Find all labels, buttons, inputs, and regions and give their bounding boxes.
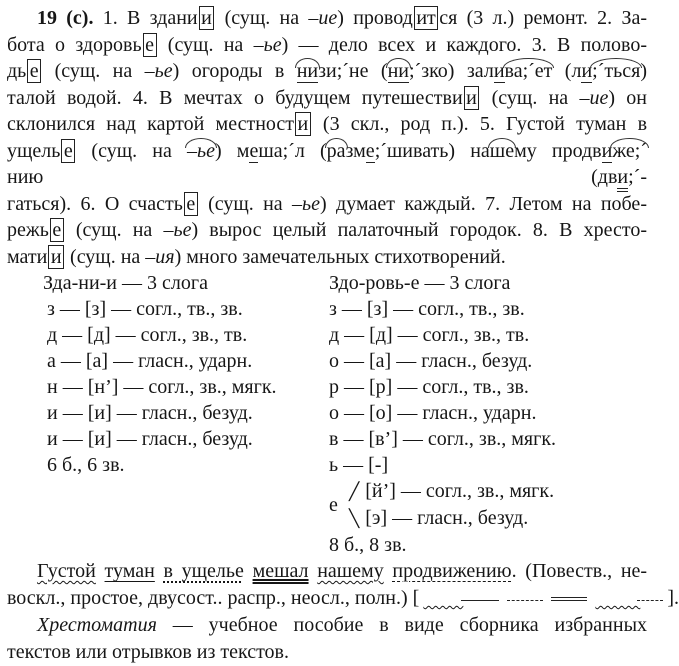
text-run: –ье: [144, 60, 173, 82]
exercise-line-8: [7, 191, 647, 218]
scheme-object-dash-segment: [637, 589, 663, 601]
phonetic-row: и — [и] — гласн., безуд.: [47, 428, 253, 450]
text-run: е: [365, 139, 375, 162]
text-run: –ия: [145, 245, 175, 268]
text-run: [155, 560, 164, 582]
text-run: –ье: [186, 139, 215, 162]
text-run: –ье: [163, 219, 192, 241]
line-7-right-fragment: [591, 164, 647, 191]
boxed-ending: и: [199, 6, 215, 30]
text-run: ) м: [214, 139, 250, 162]
definition-line-1: [7, 612, 647, 639]
text-run: (сущ. на: [65, 245, 146, 268]
phonetic-left-column: [7, 270, 329, 558]
scheme-attribute-wavy-segment: [423, 585, 453, 599]
boxed-ending: е: [143, 33, 157, 57]
phonetic-row: в — [в’] — согл., зв., мягк.: [329, 428, 557, 450]
line-7-left-fragment: [7, 164, 43, 191]
text-run: ра: [326, 139, 346, 162]
boxed-ending: и: [295, 112, 311, 136]
phonetic-row: ь — [-]: [329, 454, 389, 476]
text-run: –ие: [579, 86, 609, 109]
text-run: ша;´л (: [258, 139, 327, 162]
phonetic-analysis-section: [7, 270, 647, 558]
text-run: ): [640, 60, 647, 82]
phonetic-row: р — [р] — согл., тв., зв.: [329, 376, 529, 398]
phonetic-row: а — [а] — гласн., ударн.: [47, 350, 253, 372]
text-run: продвижению: [392, 560, 512, 582]
text-run: (3 скл., род п.). 5. Густой туман в: [311, 113, 648, 135]
text-run: ) вырос целый палаточный городок. 8. В хресто-: [191, 219, 647, 241]
text-run: . (Повеств., не-: [511, 560, 648, 582]
scheme-predicate-double-segment: [551, 586, 587, 601]
text-run: и: [617, 166, 628, 192]
text-run: [309, 560, 318, 582]
text-run: ;´зко) зал: [408, 60, 494, 82]
text-run: ;´шивать) на: [374, 139, 490, 162]
boxed-ending: е: [184, 192, 198, 216]
text-run: Хрестоматия: [37, 614, 157, 636]
split-lower-sound-row: [347, 505, 554, 532]
text-run: (сущ. на: [64, 219, 164, 241]
text-run: талой водой. 4. В мечтах о будущем путешестви: [7, 86, 463, 109]
text-run: е: [249, 139, 259, 162]
text-run: –ье: [253, 33, 282, 56]
text-run: (л: [552, 60, 582, 82]
boxed-ending: ит: [414, 6, 438, 30]
text-run: нию: [7, 166, 44, 188]
text-run: му продв: [514, 139, 602, 162]
scheme-adverbial-dashdot-segment: [507, 589, 543, 601]
letters-sounds-total: 8 б., 8 зв.: [329, 534, 407, 556]
exercise-line-10: [7, 244, 647, 271]
text-run: [244, 560, 253, 582]
text-run: ) провод: [337, 7, 413, 29]
text-run: 1. В здани: [102, 7, 198, 29]
boxed-ending: и: [48, 245, 64, 269]
text-run: –ье: [292, 192, 321, 215]
down-slash-icon: ╲: [349, 509, 360, 529]
text-run: дь: [7, 60, 27, 82]
exercise-line-3: [7, 58, 647, 85]
text-run: зм: [345, 139, 366, 162]
exercise-line-2: [7, 32, 647, 59]
text-run: (сущ. на: [480, 86, 580, 109]
text-run: туман: [104, 560, 155, 582]
text-run: ;´-: [628, 166, 647, 188]
text-run: [96, 560, 105, 582]
split-lower-sound: [э] — гласн., безуд.: [365, 507, 529, 529]
text-run: (дв: [591, 166, 618, 188]
text-run: (сущ. на: [42, 60, 145, 82]
sentence-scheme: [413, 587, 679, 609]
text-run: же;´: [612, 139, 647, 162]
text-run: ущель: [7, 139, 61, 162]
text-run: ) думает каждый. 7. Летом на побе-: [320, 192, 647, 215]
exercise-paragraph: [7, 5, 647, 270]
text-run: ) — дело всех и каждого. 3. В полово-: [281, 33, 647, 56]
text-run: –ие: [308, 7, 338, 29]
boxed-ending: е: [50, 218, 64, 242]
text-run: ) он: [608, 86, 647, 109]
definition-section: [7, 612, 647, 666]
boxed-ending: и: [464, 86, 480, 110]
text-run: ) много замечательных стихотворений.: [174, 245, 506, 268]
definition-line-2: текстов или отрывков из текстов.: [7, 641, 290, 663]
exercise-line-7: [7, 164, 647, 191]
phonetic-right-column: [329, 270, 647, 558]
exercise-line-9: [7, 217, 647, 244]
split-upper-sound-row: [347, 478, 554, 505]
text-run: ся (3 л.) ремонт. 2. За-: [439, 7, 647, 29]
scheme-attribute-wavy-segment: [595, 585, 629, 599]
word-syllables-title: Здо-ровь-е — 3 слога: [329, 272, 511, 294]
exercise-line-6: [7, 138, 647, 165]
exercise-line-1: [7, 5, 647, 32]
text-run: Густой: [37, 560, 96, 582]
text-run: ни: [296, 60, 319, 82]
letters-sounds-total: 6 б., 6 зв.: [47, 454, 125, 476]
text-run: нашему: [317, 560, 384, 582]
text-run: склонился над картой местност: [7, 113, 295, 135]
parse-characteristics: воскл., простое, двусост.. распр., неосл., полн.): [7, 587, 413, 609]
split-upper-sound: [й’] — согл., зв., мягк.: [365, 480, 555, 502]
scheme-close-bracket: ].: [667, 587, 679, 609]
word-syllables-title: Зда-ни-и — 3 слога: [43, 272, 208, 294]
exercise-line-4: [7, 85, 647, 112]
boxed-ending: е: [27, 59, 41, 83]
up-slash-icon: ╱: [349, 482, 360, 502]
phonetic-row: з — [з] — согл., тв., зв.: [329, 298, 525, 320]
text-run: мешал: [252, 560, 309, 582]
text-run: и: [581, 60, 593, 82]
text-run: ни: [387, 60, 409, 82]
text-run: (сущ. на: [76, 139, 187, 162]
text-run: ;´ться: [592, 60, 641, 82]
phonetic-row: о — [а] — гласн., безуд.: [329, 350, 533, 372]
text-run: (сущ. на: [157, 33, 254, 56]
text-run: зи;´не (: [318, 60, 388, 82]
phonetic-row: д — [д] — согл., зв., тв.: [47, 324, 248, 346]
exercise-line-5: [7, 111, 647, 138]
text-run: и: [601, 139, 613, 162]
text-run: режь: [7, 219, 49, 241]
text-run: ) огороды в: [172, 60, 297, 82]
text-run: ва;´ет: [504, 60, 553, 82]
parse-characteristics-line: [7, 585, 679, 612]
text-run: бота о здоровь: [7, 33, 142, 56]
scheme-subject-solid-segment: [461, 589, 499, 601]
phonetic-row: о — [о] — гласн., ударн.: [329, 402, 537, 424]
text-run: и: [493, 60, 505, 82]
text-run: мати: [7, 245, 48, 268]
phonetic-row: н — [н’] — согл., зв., мягк.: [47, 376, 277, 398]
parsed-sentence-line: [7, 558, 647, 585]
text-run: ше: [489, 139, 515, 162]
sentence-parse-section: [7, 558, 679, 612]
letter-e-split: [329, 478, 647, 532]
phonetic-row: д — [д] — согл., зв., тв.: [329, 324, 530, 346]
phonetic-row: з — [з] — согл., тв., зв.: [47, 298, 243, 320]
text-run: 19 (с).: [37, 7, 103, 29]
text-run: (сущ. на: [215, 7, 309, 29]
scheme-open-bracket: [: [412, 587, 420, 609]
boxed-ending: е: [61, 139, 75, 163]
text-run: — учебное пособие в виде сборника избранных: [156, 614, 647, 636]
phonetic-row: и — [и] — гласн., безуд.: [47, 402, 253, 424]
split-letter: е: [329, 493, 338, 516]
text-run: (сущ. на: [198, 192, 293, 215]
text-run: в ущелье: [163, 560, 244, 582]
text-run: гаться). 6. О счасть: [7, 192, 183, 215]
